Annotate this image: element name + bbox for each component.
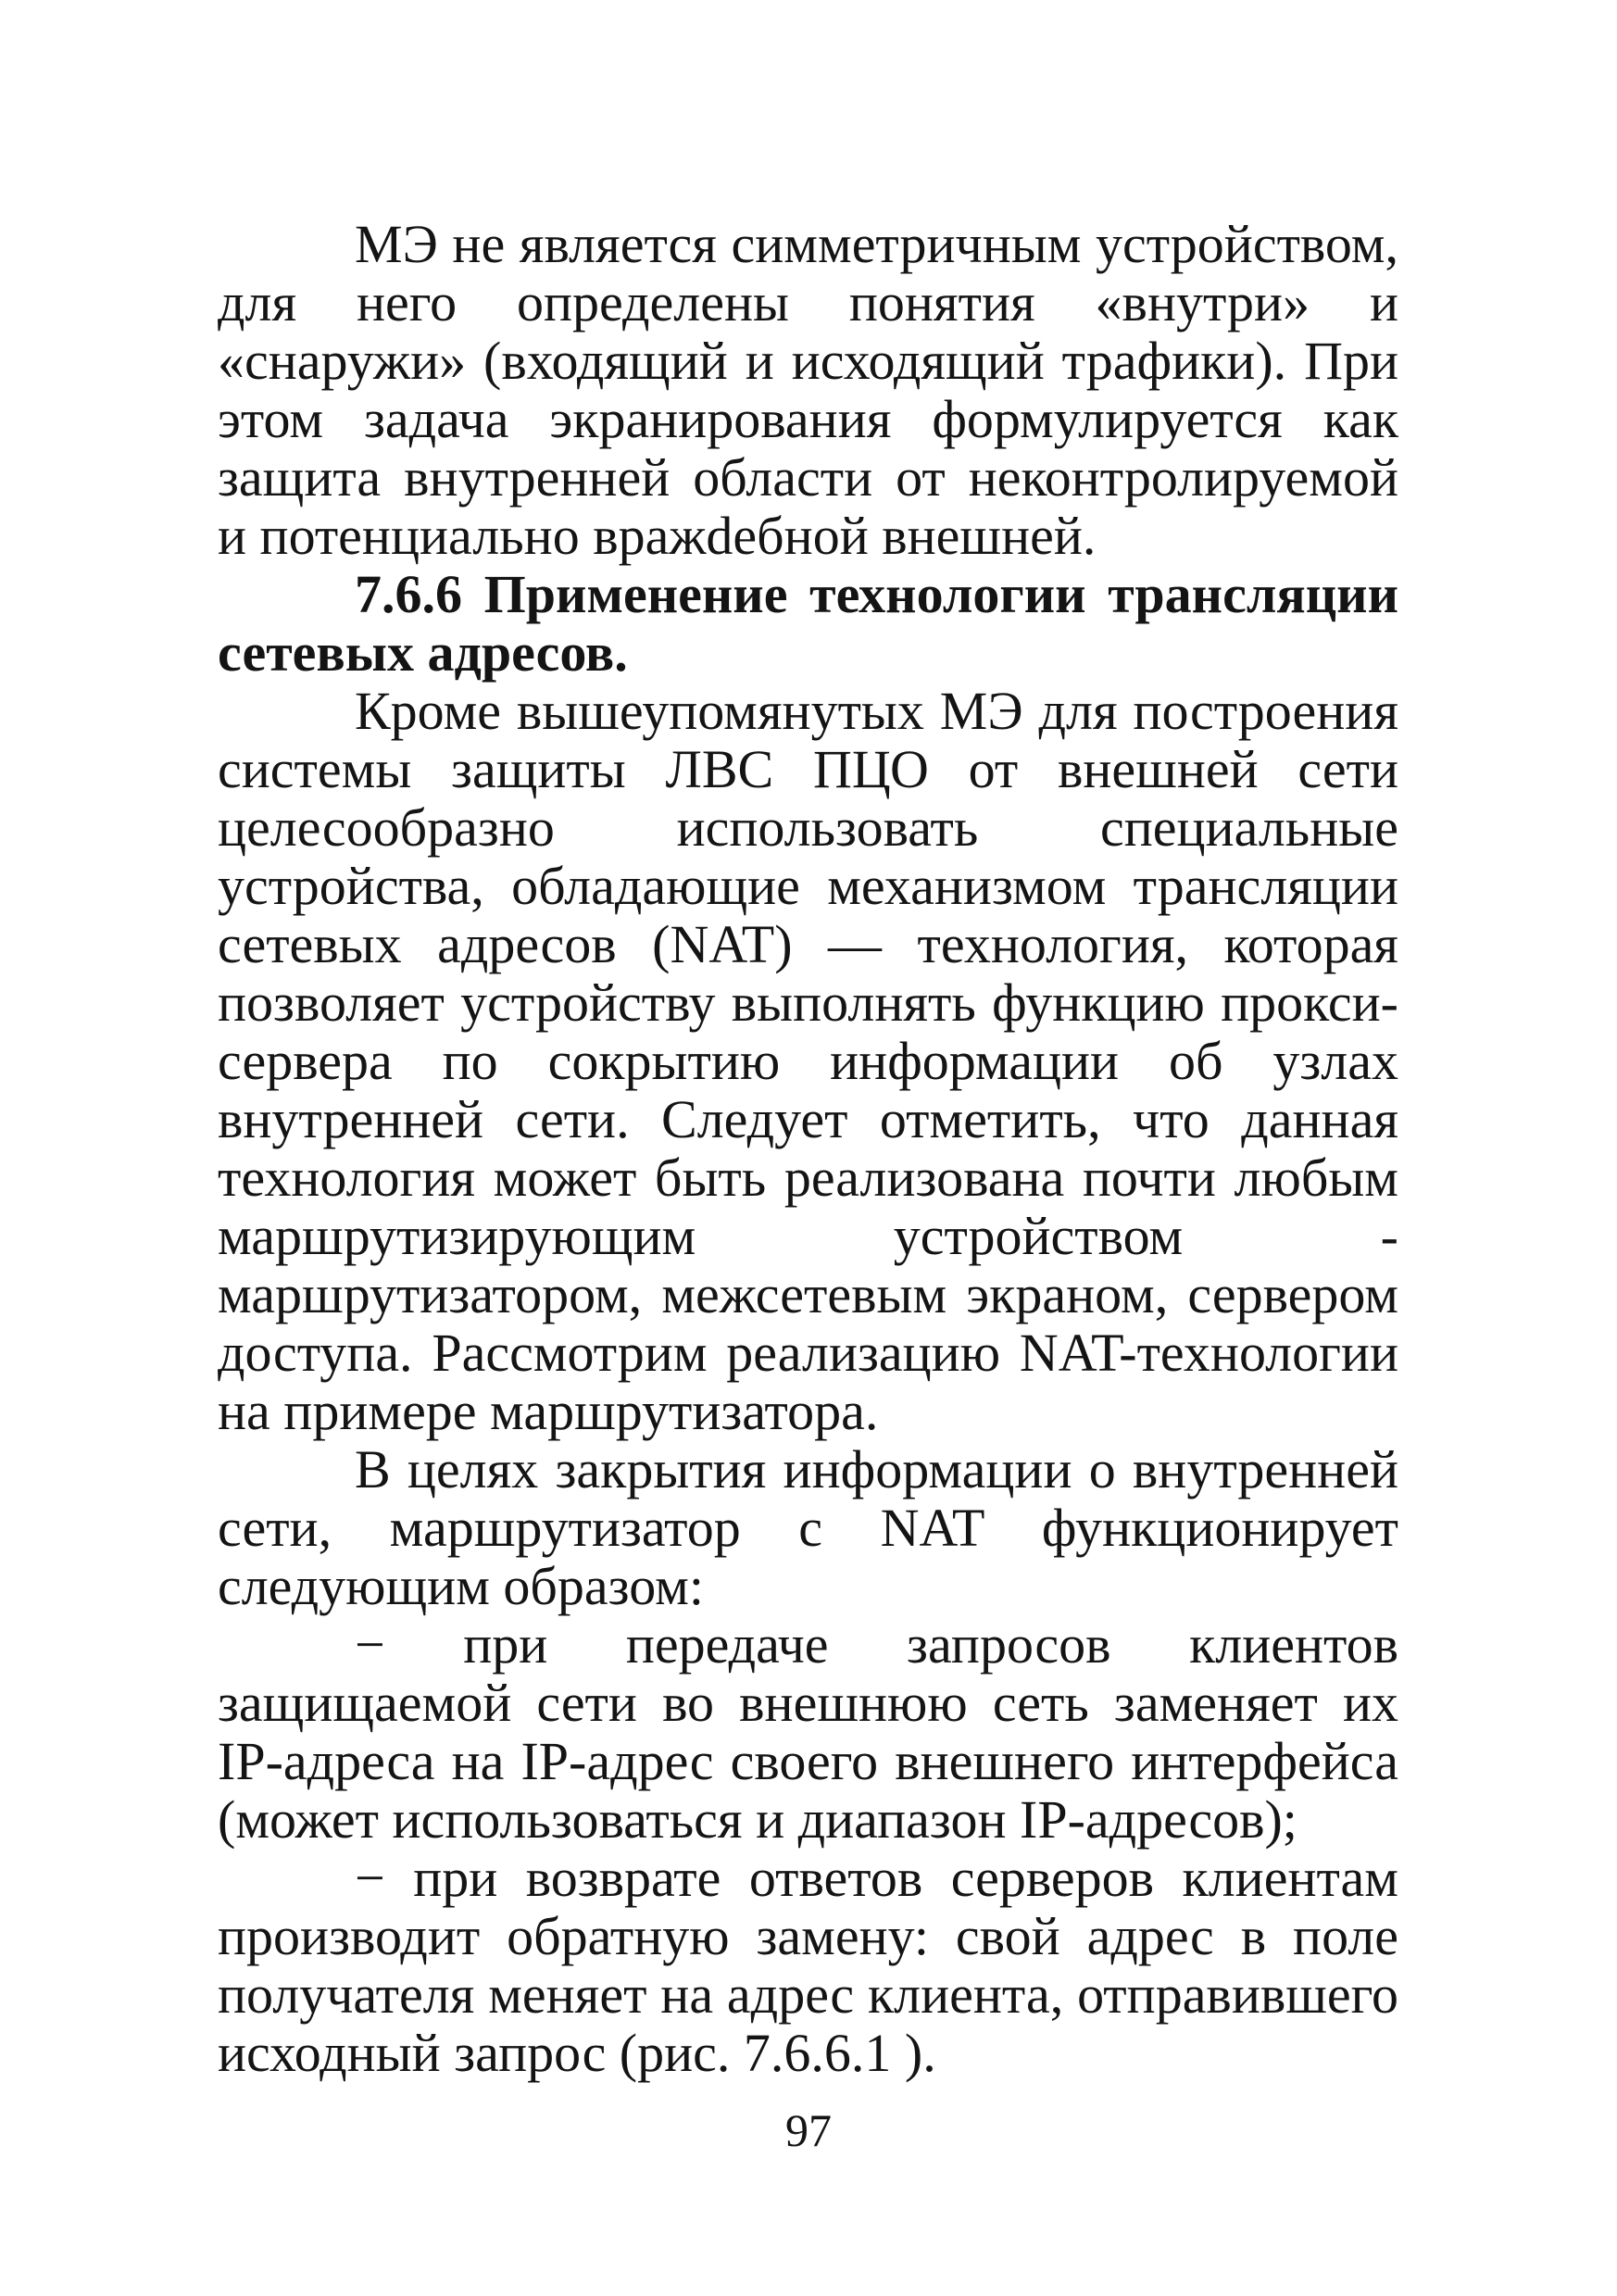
paragraph-firewall-asymmetry: МЭ не является симметричным устройством, для него определены понятия «внутри» и «снаружи» (входящий и исходящий трафики). При этом задача экранирования формулируется как защита внутренней области от неконтролируемой и потенциально вражdебной внешней. [218,214,1398,566]
list-item-outgoing-requests: − при передаче запросов клиентов защищаемой сети во внешнюю сеть заменяет их IP-адреса на IP-адрес своего внешнего интерфейса (может использоваться и диапазон IP-адресов); [218,1614,1398,1850]
paragraph-nat-intro: Кроме вышеупомянутых МЭ для построения системы защиты ЛВС ПЦО от внешней сети целесообразно использовать специальные устройства, обладающие механизмом трансляции сетевых адресов (NAT) — технология, которая позволяет устройству выполнять функцию прокси-сервера по сокрытию информации об узлах внутренней сети. Следует отметить, что данная технология может быть реализована почти любым маршрутизирующим устройством - маршрутизатором, межсетевым экраном, сервером доступа. Рассмотрим реализацию NAT-технологии на примере маршрутизатора. [218,681,1398,1441]
list-item-incoming-responses: − при возврате ответов серверов клиентам производит обратную замену: свой адрес в поле получателя меняет на адрес клиента, отправившего исходный запрос (рис. 7.6.6.1 ). [218,1848,1398,2083]
section-heading: 7.6.6 Применение технологии трансляции сетевых адресов. [218,564,1398,683]
paragraph-nat-operation: В целях закрытия информации о внутренней сети, маршрутизатор с NAT функционирует следующим образом: [218,1439,1398,1616]
page-body [218,215,1398,2082]
page-number: 97 [785,2104,832,2156]
